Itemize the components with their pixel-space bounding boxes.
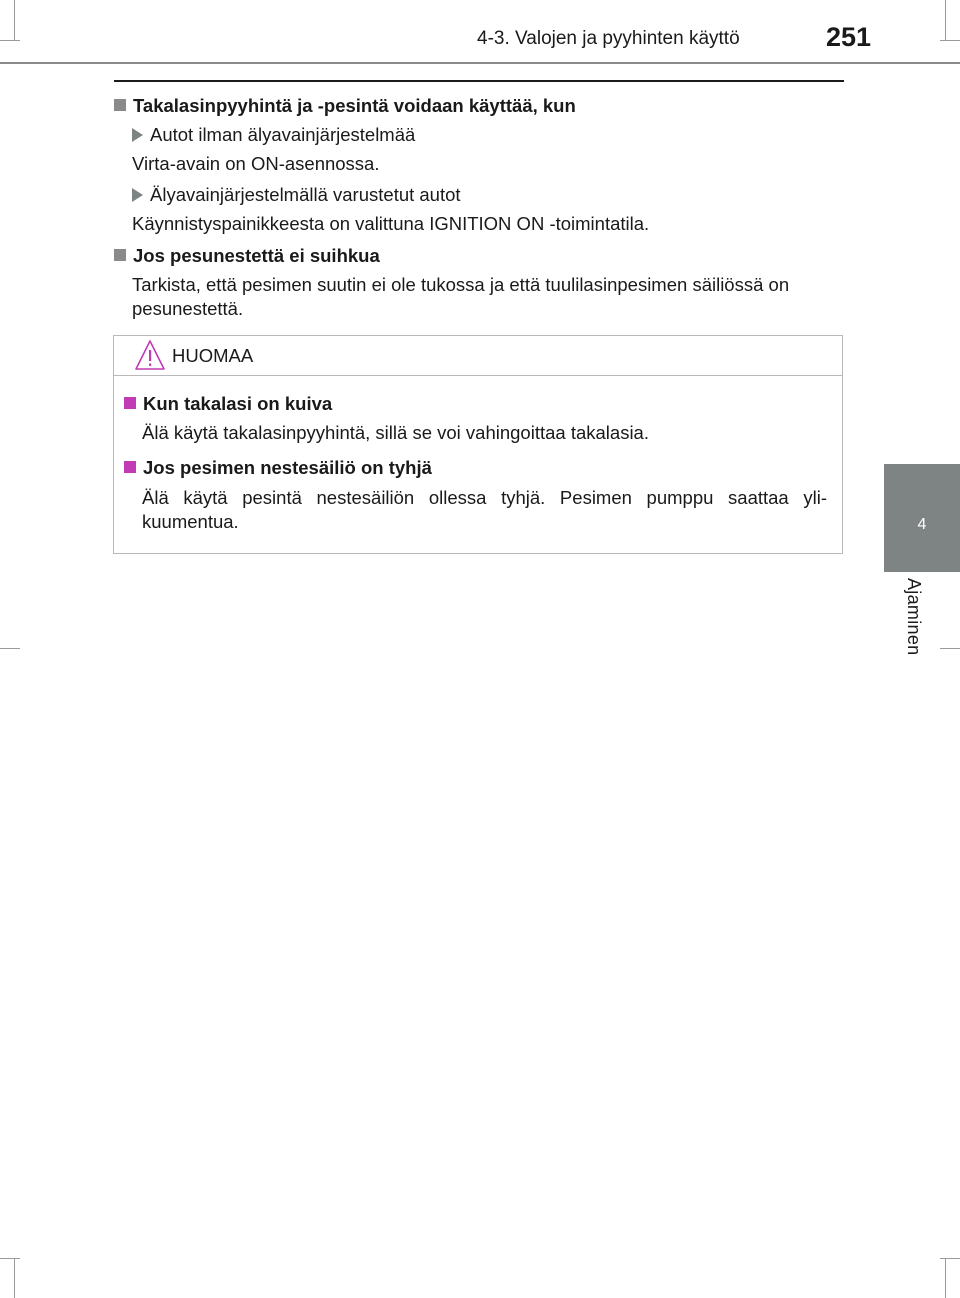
- section-heading: [114, 95, 576, 117]
- caution-paragraph: Älä käytä takalasinpyyhintä, sillä se voi vahingoittaa takalasia.: [142, 422, 649, 443]
- square-bullet-icon: [114, 249, 126, 261]
- triangle-bullet-icon: [132, 188, 143, 202]
- crop-mark: [945, 0, 946, 40]
- caution-title: HUOMAA: [172, 345, 254, 366]
- chapter-number: 4: [917, 516, 927, 533]
- caution-section-heading: [124, 457, 432, 479]
- caution-section-heading-text: Jos pesimen nestesäiliö on tyhjä: [143, 457, 432, 478]
- crop-mark: [945, 1258, 946, 1298]
- triangle-bullet-icon: [132, 128, 143, 142]
- caution-header: [114, 336, 842, 376]
- sub-item-label-text: Autot ilman älyavainjärjestelmää: [150, 124, 416, 145]
- section-rule: [114, 80, 844, 82]
- square-bullet-icon: [124, 461, 136, 473]
- sub-item-label: [132, 124, 415, 146]
- header-rule: [0, 62, 960, 64]
- caution-section-heading-text: Kun takalasi on kuiva: [143, 393, 333, 414]
- section-heading: [114, 245, 380, 267]
- crop-mark: [940, 1258, 960, 1259]
- section-paragraph: Tarkista, että pesimen suutin ei ole tukossa ja että tuulilasinpesimen säiliössä on pesunestettä.: [132, 274, 790, 319]
- sub-item-text: Virta-avain on ON-asennossa.: [132, 153, 380, 174]
- chapter-label: Ajaminen: [904, 578, 924, 656]
- crop-mark: [0, 40, 20, 41]
- page-number: 251: [826, 22, 872, 52]
- section-heading-text: Jos pesunestettä ei suihkua: [133, 245, 380, 266]
- chapter-tab: [884, 464, 960, 572]
- caution-paragraph: Älä käytä pesintä nestesäiliön ollessa tyhjä. Pesimen pumppu saattaa yli-kuumentua.: [142, 487, 827, 532]
- caution-section-heading: [124, 393, 332, 415]
- crop-mark: [940, 40, 960, 41]
- caution-box: [113, 335, 843, 554]
- crop-mark: [0, 1258, 20, 1259]
- crop-mark: [14, 1258, 15, 1298]
- crop-mark: [14, 0, 15, 40]
- sub-item-text: Käynnistyspainikkeesta on valittuna IGNITION ON -toimintatila.: [132, 213, 650, 234]
- warning-triangle-icon: [134, 338, 166, 372]
- section-heading-text: Takalasinpyyhintä ja -pesintä voidaan käyttää, kun: [133, 95, 576, 116]
- sub-item-label-text: Älyavainjärjestelmällä varustetut autot: [150, 184, 461, 205]
- crop-mark: [940, 648, 960, 649]
- crop-mark: [0, 648, 20, 649]
- sub-item-label: [132, 184, 461, 206]
- square-bullet-icon: [114, 99, 126, 111]
- square-bullet-icon: [124, 397, 136, 409]
- running-header-title: 4-3. Valojen ja pyyhinten käyttö: [477, 28, 740, 49]
